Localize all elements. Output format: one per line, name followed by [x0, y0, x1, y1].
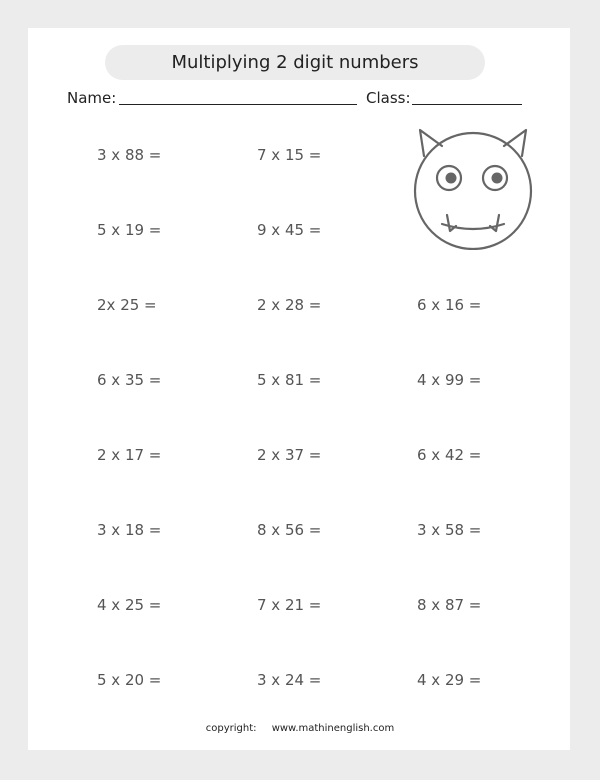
problem-item: 2 x 28 = — [257, 296, 322, 314]
problem-item: 2 x 17 = — [97, 446, 162, 464]
monster-left-fang — [447, 215, 456, 231]
monster-right-fang — [490, 215, 499, 231]
problem-item: 7 x 15 = — [257, 146, 322, 164]
website-link[interactable]: www.mathinenglish.com — [271, 723, 395, 734]
problem-item: 4 x 25 = — [97, 596, 162, 614]
problem-item: 6 x 35 = — [97, 371, 162, 389]
problem-item: 3 x 58 = — [417, 521, 482, 539]
title-text: Multiplying 2 digit numbers — [171, 52, 419, 73]
name-line — [119, 104, 357, 105]
problem-item: 8 x 56 = — [257, 521, 322, 539]
problem-item: 7 x 21 = — [257, 596, 322, 614]
monster-mouth — [442, 224, 504, 229]
problem-item: 5 x 19 = — [97, 221, 162, 239]
monster-face-icon — [410, 126, 536, 250]
copyright-label: copyright: — [205, 723, 257, 734]
problem-item: 6 x 42 = — [417, 446, 482, 464]
problem-item: 3 x 88 = — [97, 146, 162, 164]
problem-item: 3 x 18 = — [97, 521, 162, 539]
problem-item: 4 x 99 = — [417, 371, 482, 389]
class-line — [412, 104, 522, 105]
problem-item: 2x 25 = — [97, 296, 157, 314]
problem-item: 9 x 45 = — [257, 221, 322, 239]
problem-item: 6 x 16 = — [417, 296, 482, 314]
monster-head — [415, 133, 531, 249]
name-label: Name: — [67, 89, 117, 107]
class-label: Class: — [366, 89, 411, 107]
problem-item: 4 x 29 = — [417, 671, 482, 689]
problem-item: 8 x 87 = — [417, 596, 482, 614]
worksheet-title — [105, 45, 485, 80]
problem-item: 3 x 24 = — [257, 671, 322, 689]
problem-item: 5 x 81 = — [257, 371, 322, 389]
problem-item: 2 x 37 = — [257, 446, 322, 464]
footer — [0, 723, 600, 734]
problem-item: 5 x 20 = — [97, 671, 162, 689]
